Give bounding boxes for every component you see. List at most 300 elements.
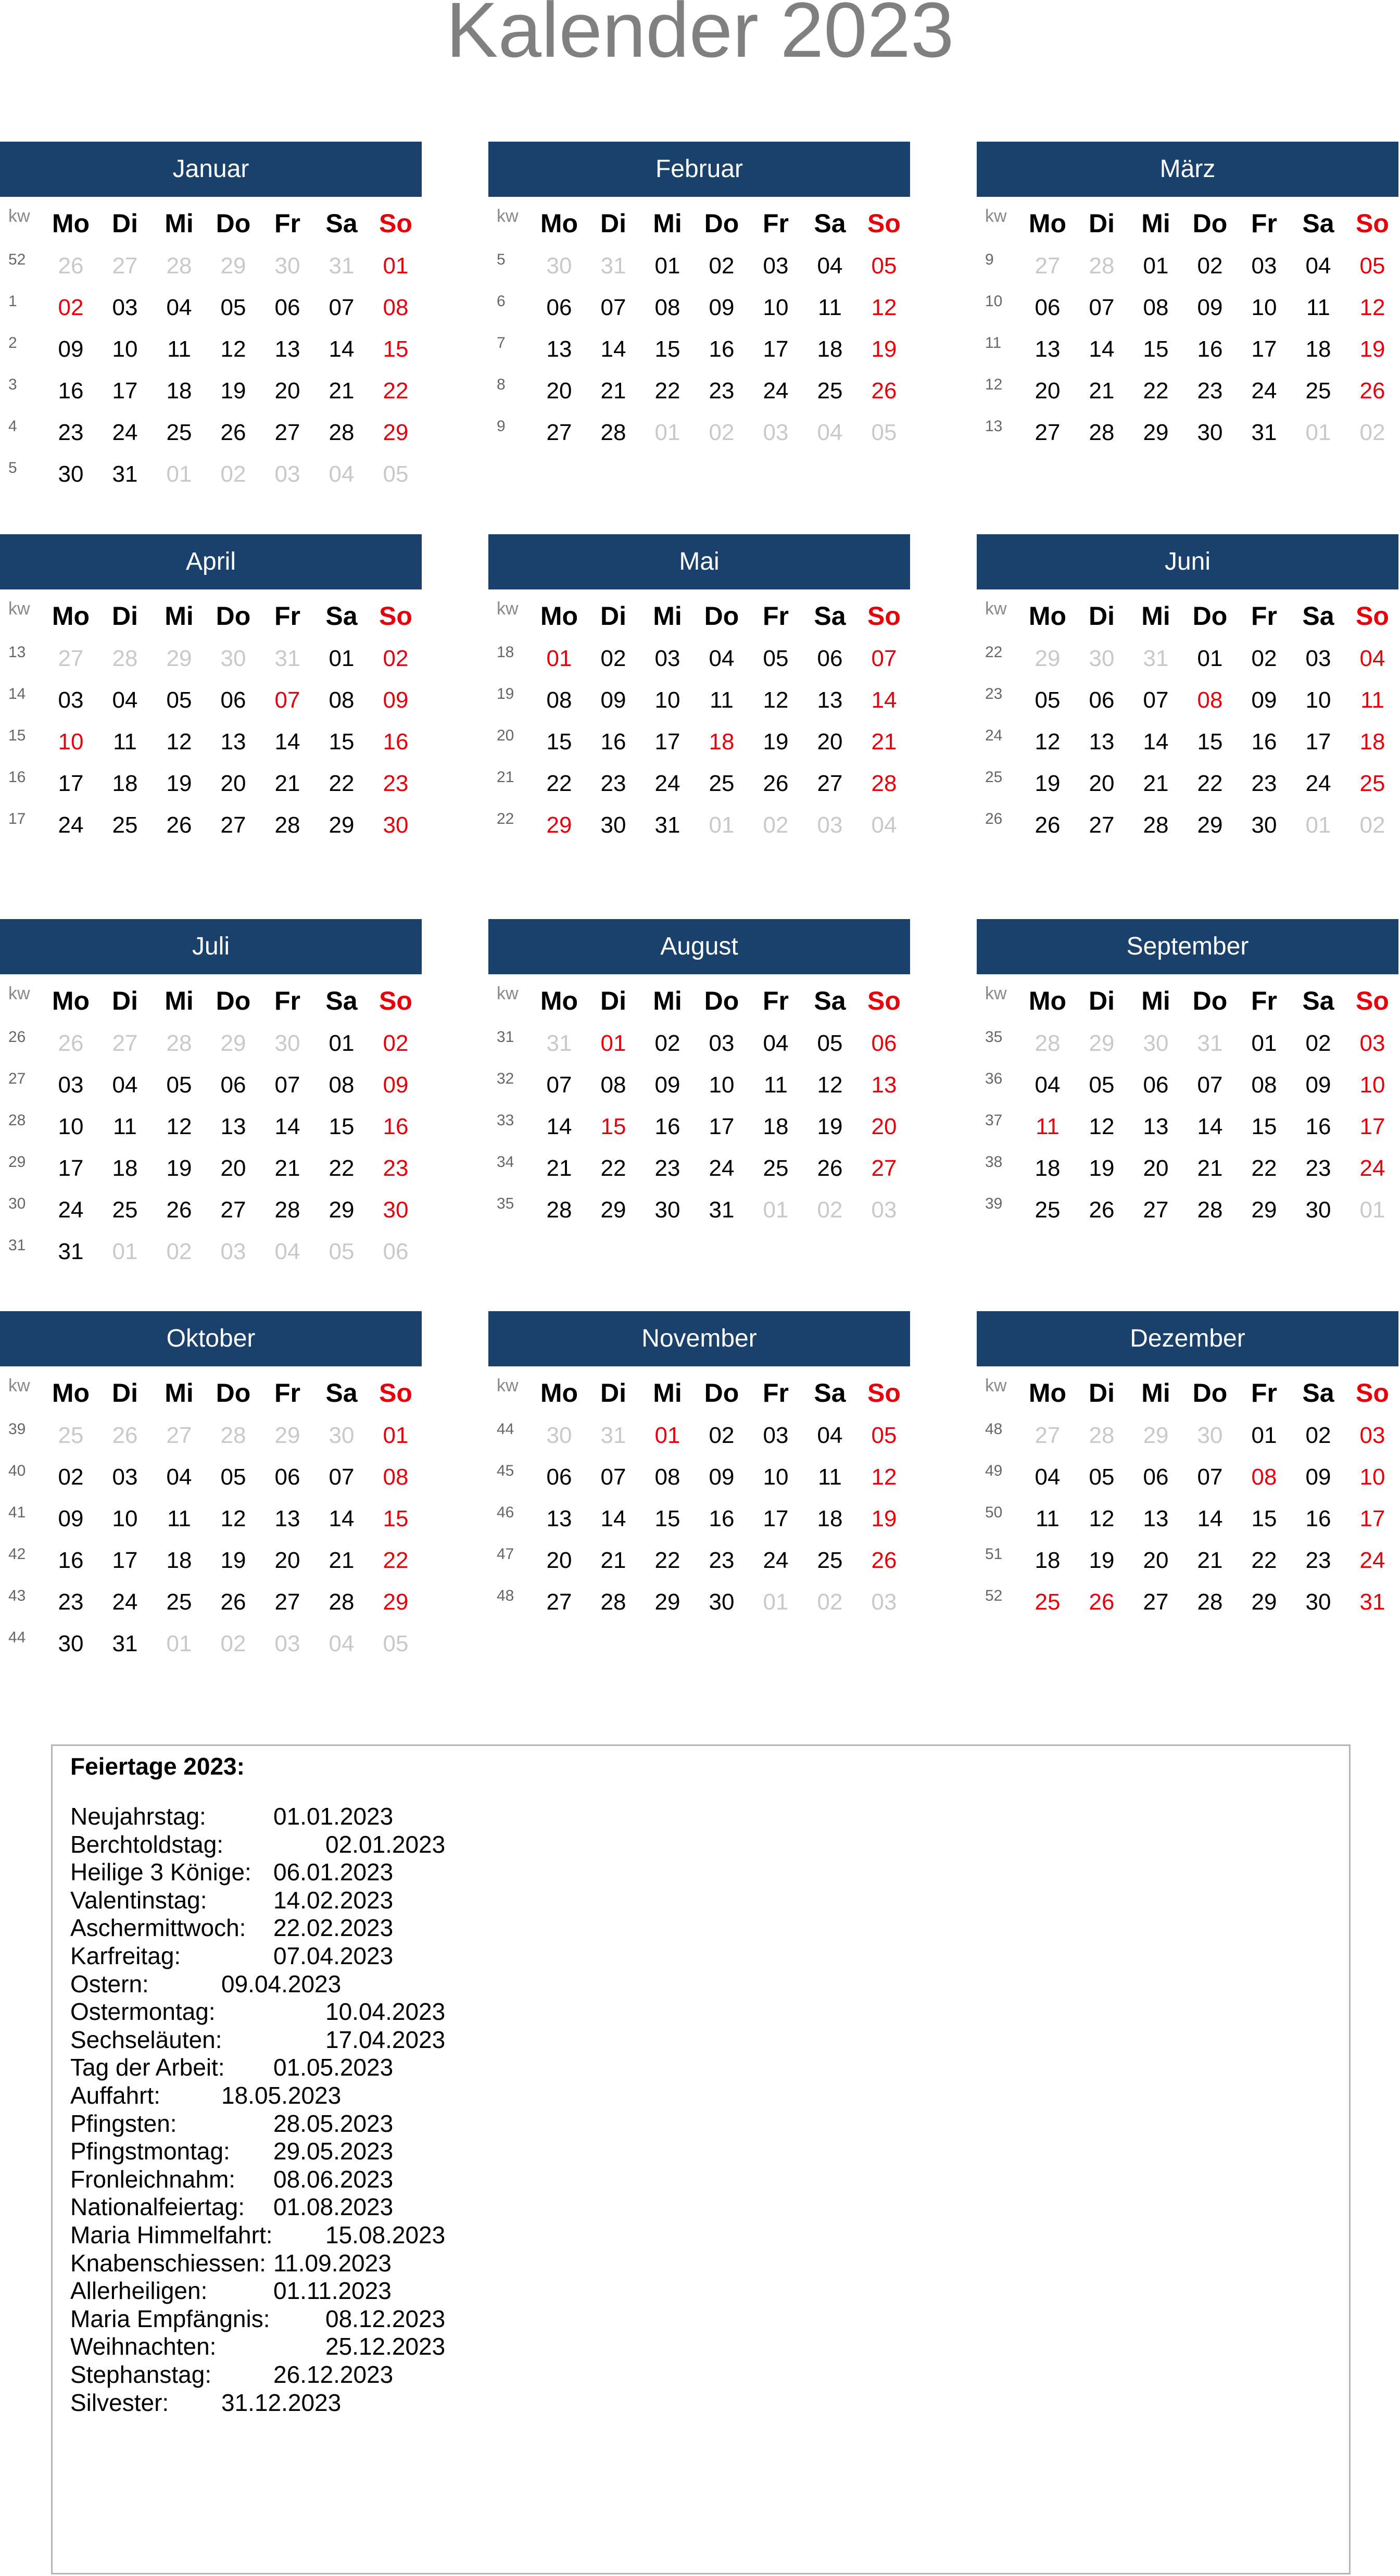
weekday-label: Di (1089, 601, 1115, 631)
holiday-date: 15.08.2023 (325, 2221, 446, 2248)
day-cell: 05 (220, 1464, 246, 1490)
day-cell: 07 (329, 295, 355, 320)
week-row (0, 1543, 422, 1585)
kw-label: kw (497, 599, 519, 619)
day-cell: 26 (1359, 378, 1385, 404)
holiday-name: Aschermittwoch: (70, 1914, 246, 1942)
day-cell: 27 (58, 646, 84, 671)
week-row (0, 291, 422, 332)
week-number: 20 (497, 727, 514, 744)
weekday-label: Fr (1251, 601, 1277, 631)
day-cell: 17 (58, 771, 84, 796)
day-cell: 25 (763, 1155, 789, 1181)
day-cell: 11 (167, 1506, 191, 1531)
weekday-label: Di (1089, 209, 1115, 238)
day-cell: 10 (58, 729, 84, 755)
holiday-date: 07.04.2023 (273, 1942, 394, 1969)
weekday-label: Mi (165, 209, 194, 238)
holiday-date: 01.05.2023 (273, 2054, 394, 2081)
day-cell: 03 (112, 295, 138, 320)
weekday-label: Sa (814, 209, 846, 238)
weekday-label: Fr (763, 601, 789, 631)
day-cell: 06 (871, 1031, 897, 1056)
day-cell: 02 (1305, 1423, 1331, 1448)
kw-label: kw (985, 984, 1007, 1003)
day-cell: 29 (166, 646, 192, 671)
week-row (0, 808, 422, 850)
day-cell: 08 (600, 1072, 626, 1098)
day-cell: 06 (546, 1464, 572, 1490)
day-cell: 15 (1143, 336, 1169, 362)
week-row (977, 1543, 1398, 1585)
day-cell: 10 (112, 336, 138, 362)
day-cell: 24 (654, 771, 680, 796)
day-cell: 22 (383, 378, 409, 404)
day-cell: 30 (546, 1423, 572, 1448)
day-cell: 17 (709, 1114, 735, 1139)
day-cell: 22 (654, 1548, 680, 1573)
day-cell: 22 (383, 1548, 409, 1573)
day-cell: 24 (1251, 378, 1277, 404)
day-cell: 07 (1143, 687, 1169, 713)
week-row (0, 1502, 422, 1543)
day-cell: 31 (709, 1197, 735, 1223)
day-cell: 22 (1251, 1548, 1277, 1573)
day-cell: 25 (1035, 1589, 1061, 1615)
day-cell: 27 (1089, 812, 1115, 838)
week-number: 24 (985, 727, 1003, 744)
holiday-name: Pfingstmontag: (70, 2138, 230, 2165)
holiday-row (70, 2305, 446, 2333)
holidays-title: Feiertage 2023: (70, 1753, 245, 1780)
month-11 (977, 1311, 1398, 1627)
day-cell: 05 (329, 1239, 355, 1264)
day-cell: 27 (1143, 1197, 1169, 1223)
day-cell: 11 (1306, 295, 1330, 320)
week-number: 43 (8, 1587, 26, 1604)
day-cell: 08 (1143, 295, 1169, 320)
day-cell: 18 (1359, 729, 1385, 755)
day-cell: 29 (1197, 812, 1223, 838)
day-cell: 20 (220, 771, 246, 796)
weekday-label: Mo (52, 209, 90, 238)
week-row (488, 766, 910, 808)
day-cell: 05 (220, 295, 246, 320)
week-row (0, 642, 422, 683)
day-cell: 19 (166, 1155, 192, 1181)
weekday-label: Sa (1302, 1378, 1334, 1408)
weekday-label: Sa (814, 1378, 846, 1408)
weekday-label: Sa (814, 986, 846, 1015)
day-cell: 09 (1305, 1464, 1331, 1490)
day-cell: 02 (166, 1239, 192, 1264)
day-cell: 12 (871, 1464, 897, 1490)
weekday-label: So (379, 1378, 412, 1408)
week-number: 31 (497, 1028, 514, 1046)
day-cell: 26 (871, 378, 897, 404)
weekday-label: Fr (1251, 1378, 1277, 1408)
week-row (977, 1460, 1398, 1502)
day-cell: 10 (654, 687, 680, 713)
day-cell: 25 (1359, 771, 1385, 796)
week-row (0, 249, 422, 291)
weekday-label: So (1356, 986, 1389, 1015)
day-cell: 10 (1251, 295, 1277, 320)
day-cell: 05 (383, 461, 409, 487)
day-cell: 19 (166, 771, 192, 796)
day-cell: 27 (1035, 420, 1061, 445)
weekday-header-row (977, 974, 1398, 1026)
day-cell: 19 (871, 336, 897, 362)
day-cell: 27 (1035, 1423, 1061, 1448)
day-cell: 10 (112, 1506, 138, 1531)
day-cell: 02 (220, 461, 246, 487)
week-row (977, 332, 1398, 374)
weekday-label: Mi (653, 601, 682, 631)
weekday-label: So (1356, 1378, 1389, 1408)
day-cell: 14 (1197, 1506, 1223, 1531)
week-number: 51 (985, 1545, 1003, 1563)
weekday-label: Di (600, 601, 626, 631)
weekday-header-row (0, 197, 422, 249)
day-cell: 12 (817, 1072, 843, 1098)
day-cell: 11 (818, 1464, 842, 1490)
day-cell: 23 (383, 1155, 409, 1181)
month-header: April (0, 534, 422, 589)
day-cell: 25 (166, 1589, 192, 1615)
week-row (488, 374, 910, 416)
day-cell: 04 (329, 461, 355, 487)
weekday-label: Do (216, 986, 251, 1015)
day-cell: 12 (220, 1506, 246, 1531)
day-cell: 21 (329, 378, 355, 404)
month-3 (0, 534, 422, 850)
weekday-label: Sa (325, 1378, 358, 1408)
weekday-label: Di (600, 986, 626, 1015)
weekday-label: Mi (653, 1378, 682, 1408)
week-row (0, 1418, 422, 1460)
day-cell: 09 (58, 1506, 84, 1531)
day-cell: 01 (1359, 1197, 1385, 1223)
weekday-label: Do (1192, 209, 1228, 238)
day-cell: 03 (58, 1072, 84, 1098)
weekday-label: Sa (814, 601, 846, 631)
weekday-label: So (379, 601, 412, 631)
day-cell: 08 (546, 687, 572, 713)
day-cell: 04 (763, 1031, 789, 1056)
holiday-name: Sechseläuten: (70, 2026, 222, 2053)
holiday-row (70, 2109, 394, 2138)
month-header: Mai (488, 534, 910, 589)
weekday-label: Do (704, 986, 739, 1015)
week-number: 50 (985, 1504, 1003, 1521)
week-number: 10 (985, 293, 1003, 310)
day-cell: 05 (871, 253, 897, 279)
day-cell: 29 (1251, 1197, 1277, 1223)
day-cell: 02 (817, 1197, 843, 1223)
weekday-label: Fr (274, 601, 300, 631)
day-cell: 02 (709, 253, 735, 279)
week-row (0, 1068, 422, 1110)
day-cell: 04 (817, 420, 843, 445)
day-cell: 01 (383, 1423, 409, 1448)
week-number: 21 (497, 769, 514, 786)
month-2 (977, 142, 1398, 457)
day-cell: 19 (871, 1506, 897, 1531)
day-cell: 02 (709, 420, 735, 445)
week-number: 44 (8, 1629, 26, 1646)
weekday-label: Do (216, 601, 251, 631)
day-cell: 29 (274, 1423, 300, 1448)
holiday-date: 26.12.2023 (273, 2361, 394, 2388)
week-number: 3 (8, 376, 17, 393)
day-cell: 24 (112, 420, 138, 445)
week-row (488, 1502, 910, 1543)
week-number: 52 (8, 251, 26, 268)
day-cell: 03 (763, 253, 789, 279)
day-cell: 16 (1305, 1506, 1331, 1531)
day-cell: 28 (1089, 420, 1115, 445)
day-cell: 29 (1143, 420, 1169, 445)
week-number: 27 (8, 1070, 26, 1087)
day-cell: 30 (329, 1423, 355, 1448)
day-cell: 31 (1251, 420, 1277, 445)
month-8 (977, 919, 1398, 1235)
day-cell: 16 (383, 1114, 409, 1139)
day-cell: 03 (763, 420, 789, 445)
day-cell: 07 (871, 646, 897, 671)
day-cell: 21 (1089, 378, 1115, 404)
month-1 (488, 142, 910, 457)
day-cell: 18 (1035, 1155, 1061, 1181)
day-cell: 06 (817, 646, 843, 671)
week-number: 37 (985, 1112, 1003, 1129)
day-cell: 23 (600, 771, 626, 796)
day-cell: 02 (817, 1589, 843, 1615)
day-cell: 23 (1305, 1155, 1331, 1181)
day-cell: 04 (112, 687, 138, 713)
day-cell: 30 (600, 812, 626, 838)
day-cell: 15 (654, 336, 680, 362)
day-cell: 05 (1089, 1464, 1115, 1490)
holiday-date: 14.02.2023 (273, 1886, 394, 1914)
day-cell: 08 (654, 1464, 680, 1490)
day-cell: 30 (1197, 1423, 1223, 1448)
weekday-label: Mo (1028, 209, 1067, 238)
week-row (977, 1068, 1398, 1110)
week-number: 23 (985, 685, 1003, 702)
day-cell: 16 (1251, 729, 1277, 755)
day-cell: 20 (274, 1548, 300, 1573)
day-cell: 25 (112, 812, 138, 838)
weekday-label: Fr (274, 209, 300, 238)
kw-label: kw (497, 206, 519, 226)
week-number: 26 (985, 810, 1003, 827)
day-cell: 10 (763, 295, 789, 320)
day-cell: 12 (220, 336, 246, 362)
month-9 (0, 1311, 422, 1668)
day-cell: 11 (113, 729, 137, 755)
day-cell: 28 (600, 1589, 626, 1615)
month-header: Januar (0, 142, 422, 197)
day-cell: 03 (274, 461, 300, 487)
day-cell: 27 (220, 1197, 246, 1223)
day-cell: 04 (1035, 1464, 1061, 1490)
day-cell: 30 (383, 812, 409, 838)
day-cell: 26 (1089, 1197, 1115, 1223)
day-cell: 29 (220, 253, 246, 279)
day-cell: 14 (600, 336, 626, 362)
holiday-row (70, 2221, 446, 2249)
day-cell: 30 (1251, 812, 1277, 838)
kw-label: kw (985, 599, 1007, 619)
day-cell: 23 (709, 378, 735, 404)
week-row (0, 1460, 422, 1502)
weekday-label: Do (216, 209, 251, 238)
day-cell: 25 (166, 420, 192, 445)
day-cell: 30 (58, 1631, 84, 1656)
holiday-row (70, 2277, 392, 2305)
day-cell: 27 (1143, 1589, 1169, 1615)
day-cell: 16 (654, 1114, 680, 1139)
day-cell: 19 (1359, 336, 1385, 362)
day-cell: 15 (600, 1114, 626, 1139)
week-row (0, 1110, 422, 1151)
weekday-label: Sa (1302, 209, 1334, 238)
holiday-date: 01.08.2023 (273, 2193, 394, 2221)
weekday-label: Mi (1141, 601, 1170, 631)
day-cell: 26 (220, 1589, 246, 1615)
day-cell: 21 (600, 1548, 626, 1573)
kw-label: kw (985, 206, 1007, 226)
day-cell: 08 (1197, 687, 1223, 713)
day-cell: 03 (274, 1631, 300, 1656)
week-row (0, 1627, 422, 1668)
day-cell: 30 (546, 253, 572, 279)
holiday-date: 25.12.2023 (325, 2333, 446, 2360)
day-cell: 24 (58, 1197, 84, 1223)
day-cell: 19 (1089, 1155, 1115, 1181)
day-cell: 26 (1089, 1589, 1115, 1615)
day-cell: 14 (329, 336, 355, 362)
day-cell: 17 (112, 378, 138, 404)
day-cell: 28 (274, 1197, 300, 1223)
day-cell: 17 (763, 1506, 789, 1531)
day-cell: 18 (763, 1114, 789, 1139)
day-cell: 29 (546, 812, 572, 838)
weekday-label: Mi (653, 209, 682, 238)
week-row (0, 1193, 422, 1235)
weekday-header-row (488, 974, 910, 1026)
day-cell: 05 (166, 1072, 192, 1098)
holiday-name: Berchtoldstag: (70, 1830, 224, 1858)
week-number: 39 (985, 1195, 1003, 1212)
day-cell: 05 (871, 420, 897, 445)
week-number: 4 (8, 418, 17, 435)
day-cell: 05 (817, 1031, 843, 1056)
day-cell: 04 (112, 1072, 138, 1098)
day-cell: 27 (871, 1155, 897, 1181)
weekday-label: Fr (763, 986, 789, 1015)
day-cell: 02 (1251, 646, 1277, 671)
day-cell: 09 (709, 1464, 735, 1490)
day-cell: 31 (1143, 646, 1169, 671)
weekday-label: So (867, 1378, 901, 1408)
week-row (0, 1026, 422, 1068)
day-cell: 23 (709, 1548, 735, 1573)
day-cell: 25 (1035, 1197, 1061, 1223)
day-cell: 13 (1035, 336, 1061, 362)
holiday-date: 28.05.2023 (273, 2109, 394, 2137)
weekday-label: Do (1192, 986, 1228, 1015)
day-cell: 04 (1305, 253, 1331, 279)
week-number: 33 (497, 1112, 514, 1129)
holiday-row (70, 1830, 446, 1858)
day-cell: 07 (1197, 1464, 1223, 1490)
holiday-row (70, 2081, 342, 2109)
weekday-label: Di (1089, 1378, 1115, 1408)
day-cell: 04 (329, 1631, 355, 1656)
holiday-row (70, 1942, 394, 1970)
week-number: 48 (497, 1587, 514, 1604)
day-cell: 24 (763, 1548, 789, 1573)
day-cell: 10 (1359, 1464, 1385, 1490)
day-cell: 14 (600, 1506, 626, 1531)
week-number: 45 (497, 1462, 514, 1479)
day-cell: 25 (709, 771, 735, 796)
weekday-label: Do (1192, 1378, 1228, 1408)
holiday-name: Maria Himmelfahrt: (70, 2221, 273, 2248)
day-cell: 31 (1197, 1031, 1223, 1056)
day-cell: 27 (274, 1589, 300, 1615)
day-cell: 28 (329, 1589, 355, 1615)
day-cell: 04 (817, 253, 843, 279)
day-cell: 26 (166, 1197, 192, 1223)
week-number: 12 (985, 376, 1003, 393)
week-row (488, 1460, 910, 1502)
day-cell: 20 (1143, 1548, 1169, 1573)
day-cell: 02 (1359, 812, 1385, 838)
day-cell: 02 (600, 646, 626, 671)
week-number: 22 (497, 810, 514, 827)
day-cell: 29 (220, 1031, 246, 1056)
day-cell: 03 (1251, 253, 1277, 279)
week-row (977, 1151, 1398, 1193)
weekday-label: Fr (274, 1378, 300, 1408)
day-cell: 02 (709, 1423, 735, 1448)
week-number: 15 (8, 727, 26, 744)
weekday-label: Fr (274, 986, 300, 1015)
day-cell: 18 (166, 378, 192, 404)
day-cell: 31 (1359, 1589, 1385, 1615)
week-number: 49 (985, 1462, 1003, 1479)
day-cell: 21 (1197, 1155, 1223, 1181)
day-cell: 09 (58, 336, 84, 362)
day-cell: 08 (383, 1464, 409, 1490)
day-cell: 27 (817, 771, 843, 796)
day-cell: 27 (166, 1423, 192, 1448)
day-cell: 04 (1359, 646, 1385, 671)
weekday-label: Di (600, 209, 626, 238)
weekday-label: Sa (325, 601, 358, 631)
day-cell: 07 (274, 687, 300, 713)
day-cell: 10 (763, 1464, 789, 1490)
day-cell: 30 (654, 1197, 680, 1223)
day-cell: 12 (763, 687, 789, 713)
week-row (0, 1151, 422, 1193)
day-cell: 28 (1197, 1197, 1223, 1223)
day-cell: 30 (1143, 1031, 1169, 1056)
